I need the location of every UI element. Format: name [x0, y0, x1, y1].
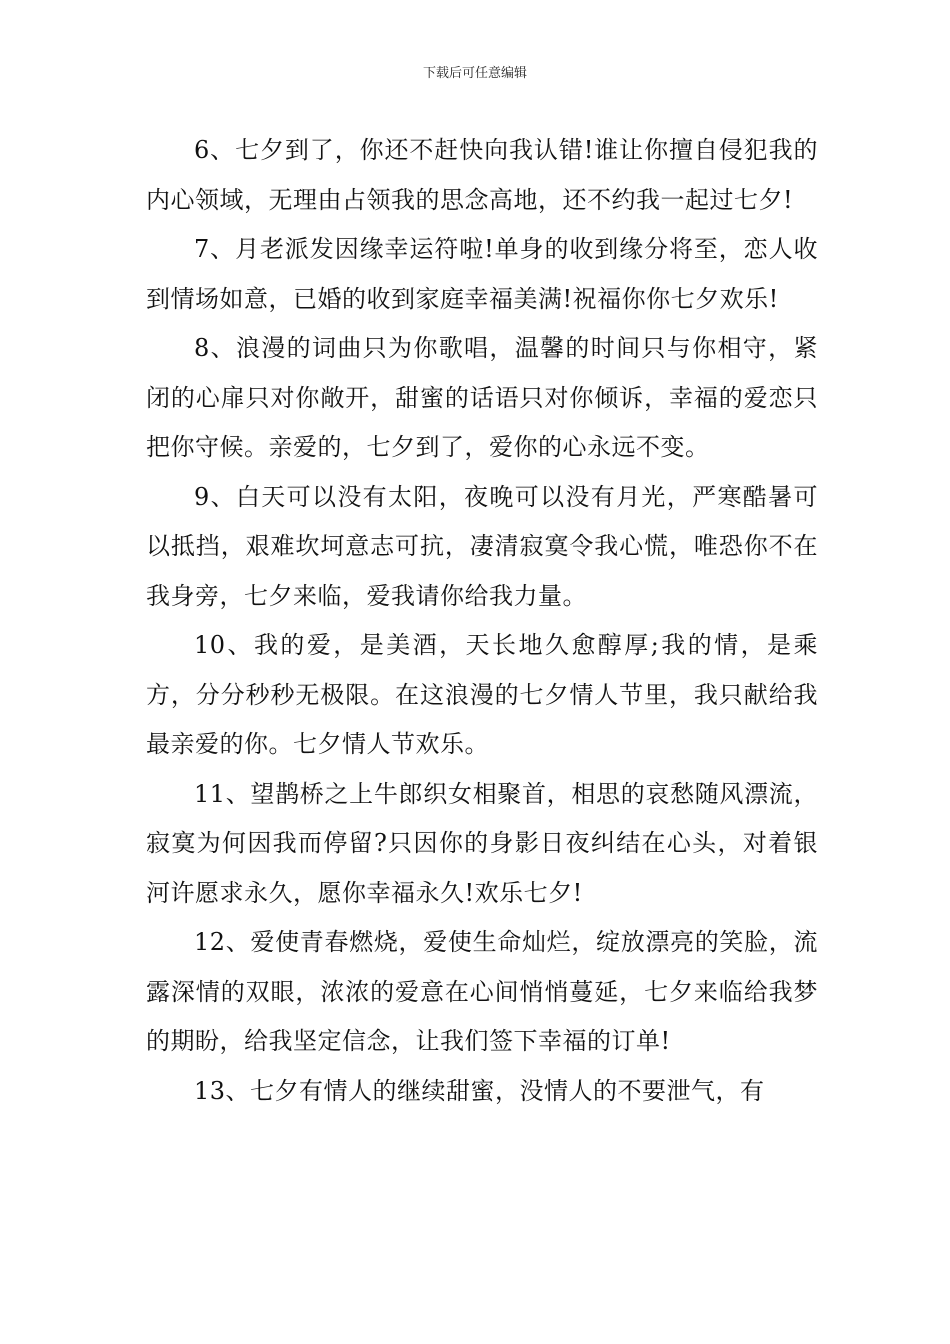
paragraph-10: 10、我的爱，是美酒，天长地久愈醇厚;我的情，是乘方，分分秒秒无极限。在这浪漫的七夕情人节里，我只献给我最亲爱的你。七夕情人节欢乐。 [146, 631, 818, 758]
page-header: 下载后可任意编辑 [422, 66, 527, 81]
document-body [146, 126, 818, 1116]
paragraph-11: 11、望鹊桥之上牛郎织女相聚首，相思的哀愁随风漂流，寂寞为何因我而停留?只因你的身影日夜纠结在心头，对着银河许愿求永久，愿你幸福永久!欢乐七夕! [146, 779, 818, 907]
paragraph-7: 7、月老派发因缘幸运符啦!单身的收到缘分将至，恋人收到情场如意，已婚的收到家庭幸福美满!祝福你你七夕欢乐! [146, 235, 818, 313]
paragraph-9: 9、白天可以没有太阳，夜晚可以没有月光，严寒酷暑可以抵挡，艰难坎坷意志可抗，凄清寂寞令我心慌，唯恐你不在我身旁，七夕来临，爱我请你给我力量。 [146, 482, 818, 610]
paragraph-8: 8、浪漫的词曲只为你歌唱，温馨的时间只与你相守，紧闭的心扉只对你敞开，甜蜜的话语只对你倾诉，幸福的爱恋只把你守候。亲爱的，七夕到了，爱你的心永远不变。 [146, 334, 818, 461]
paragraph-12: 12、爱使青春燃烧，爱使生命灿烂，绽放漂亮的笑脸，流露深情的双眼，浓浓的爱意在心间悄悄蔓延，七夕来临给我梦的期盼，给我坚定信念，让我们签下幸福的订单! [146, 928, 818, 1055]
paragraph-6: 6、七夕到了，你还不赶快向我认错!谁让你擅自侵犯我的内心领域，无理由占领我的思念高地，还不约我一起过七夕! [146, 136, 818, 214]
paragraph-13: 13、七夕有情人的继续甜蜜，没情人的不要泄气，有 [194, 1076, 765, 1105]
